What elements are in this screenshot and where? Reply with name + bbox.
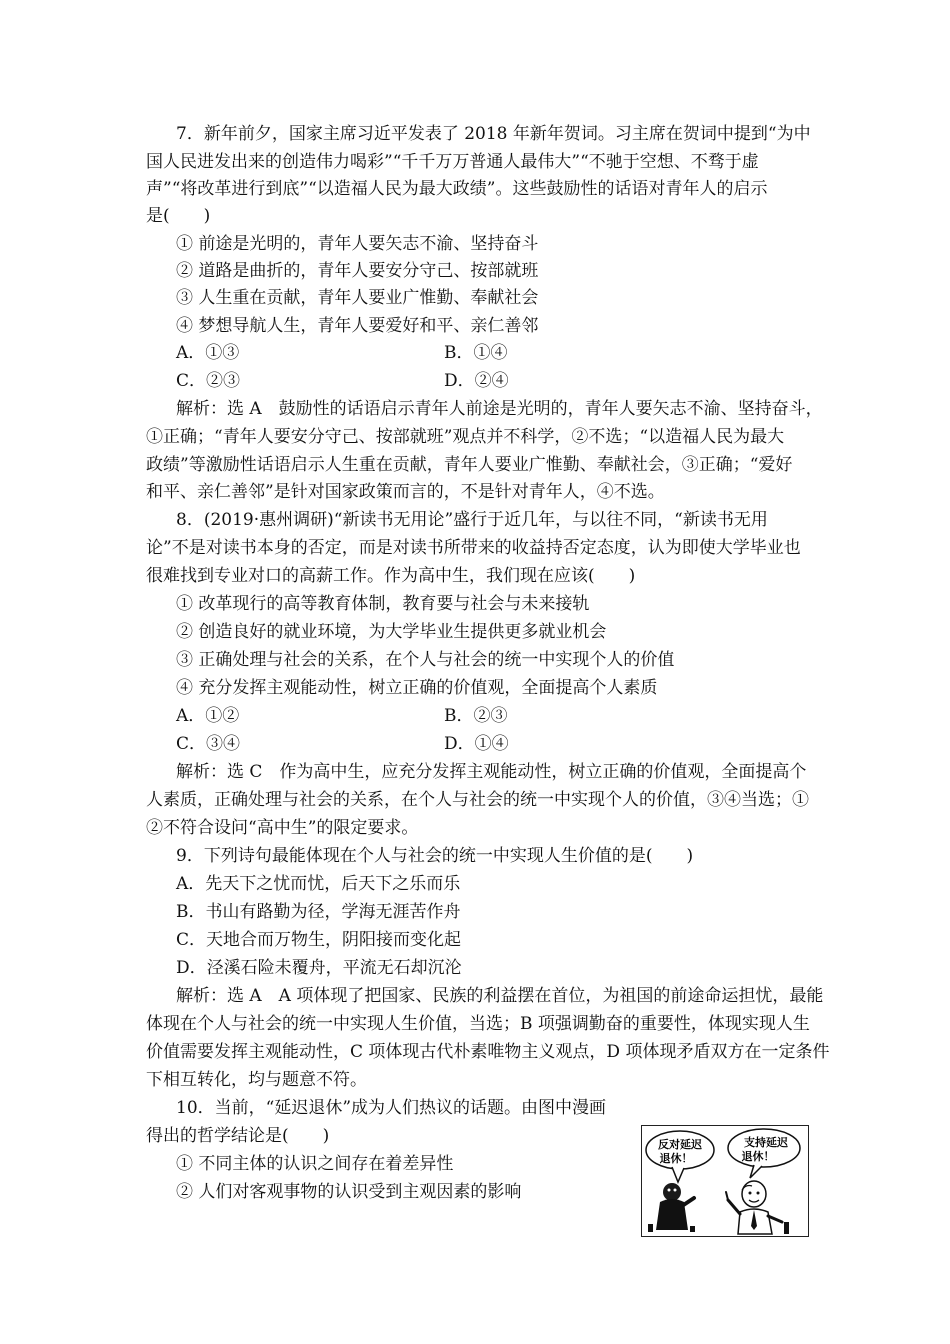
right-speech-bubble	[728, 1129, 800, 1178]
q7-option-c: C．②③	[176, 371, 241, 391]
cartoon-image	[641, 1125, 809, 1237]
q7-analysis-line-4: 和平、亲仁善邻”是针对国家政策而言的，不是针对青年人，④不选。	[146, 482, 665, 502]
q7-item-2: ② 道路是曲折的，青年人要安分守己、按部就班	[176, 261, 539, 281]
q8-option-b: B．②③	[444, 706, 508, 726]
q8-item-2: ② 创造良好的就业环境，为大学毕业生提供更多就业机会	[176, 622, 607, 642]
q7-item-3: ③ 人生重在贡献，青年人要业广惟勤、奉献社会	[176, 288, 539, 308]
q8-item-1: ① 改革现行的高等教育体制，教育要与社会与未来接轨	[176, 594, 590, 614]
left-bubble-line-1: 反对延迟	[658, 1138, 702, 1151]
q7-option-a: A．①③	[176, 343, 240, 363]
q7-analysis-line-3: 政绩”等激励性话语启示人生重在贡献，青年人要业广惟勤、奉献社会，③正确；“爱好	[146, 455, 793, 475]
q8-analysis-line-2: 人素质，正确处理与社会的关系，在个人与社会的统一中实现个人的价值，③④当选；①	[146, 790, 809, 810]
q8-item-3: ③ 正确处理与社会的关系，在个人与社会的统一中实现个人的价值	[176, 650, 675, 670]
q8-analysis-line-3: ②不符合设问“高中生”的限定要求。	[146, 818, 419, 838]
q8-option-c: C．③④	[176, 734, 241, 754]
right-bubble-line-1: 支持延迟	[744, 1136, 788, 1149]
q9-option-d: D．泾溪石险未覆舟，平流无石却沉沦	[176, 958, 462, 978]
q10-item-2: ② 人们对客观事物的认识受到主观因素的影响	[176, 1182, 522, 1202]
q7-item-4: ④ 梦想导航人生，青年人要爱好和平、亲仁善邻	[176, 316, 539, 336]
q7-analysis-line-2: ①正确；“青年人要安分守己、按部就班”观点并不科学，②不选；“以造福人民为最大	[146, 427, 785, 447]
q9-analysis-line-3: 价值需要发挥主观能动性，C 项体现古代朴素唯物主义观点，D 项体现矛盾双方在一定条件	[146, 1042, 830, 1062]
q9-analysis-line-1: 解析：选 A A 项体现了把国家、民族的利益摆在首位，为祖国的前途命运担忧，最能	[176, 986, 824, 1006]
q7-stem-line-4: 是( )	[146, 206, 211, 226]
q8-analysis-line-1: 解析：选 C 作为高中生，应充分发挥主观能动性，树立正确的价值观，全面提高个	[176, 762, 807, 782]
q8-stem-line-3: 很难找到专业对口的高薪工作。作为高中生，我们现在应该( )	[146, 566, 636, 586]
q9-option-b: B．书山有路勤为径，学海无涯苦作舟	[176, 902, 461, 922]
q7-analysis-line-1: 解析：选 A 鼓励性的话语启示青年人前途是光明的，青年人要矢志不渝、坚持奋斗，	[176, 399, 823, 419]
right-cartoon-figure	[726, 1181, 789, 1234]
q8-option-a: A．①②	[176, 706, 240, 726]
q9-option-a: A．先天下之忧而忧，后天下之乐而乐	[176, 874, 461, 894]
q8-stem-line-1: 8．(2019·惠州调研)“新读书无用论”盛行于近几年，与以往不同，“新读书无用	[176, 510, 768, 530]
q9-analysis-line-2: 体现在个人与社会的统一中实现人生价值，当选；B 项强调勤奋的重要性，体现实现人生	[146, 1014, 810, 1034]
q7-stem-line-2: 国人民进发出来的创造伟力喝彩”“千千万万普通人最伟大”“不驰于空想、不骛于虚	[146, 152, 759, 172]
q8-option-d: D．①④	[444, 734, 509, 754]
q7-stem-line-1: 7．新年前夕，国家主席习近平发表了 2018 年新年贺词。习主席在贺词中提到“为中	[176, 124, 811, 144]
q10-stem-line-1: 10．当前，“延迟退休”成为人们热议的话题。由图中漫画	[176, 1098, 607, 1118]
left-speech-bubble	[646, 1131, 714, 1182]
right-bubble-line-2: 退休！	[741, 1150, 775, 1163]
q9-stem-line-1: 9．下列诗句最能体现在个人与社会的统一中实现人生价值的是( )	[176, 846, 694, 866]
q8-stem-line-2: 论”不是对读书本身的否定，而是对读书所带来的收益持否定态度，认为即使大学毕业也	[146, 538, 801, 558]
q7-option-d: D．②④	[444, 371, 509, 391]
q9-analysis-line-4: 下相互转化，均与题意不符。	[146, 1070, 367, 1090]
q10-stem-line-2: 得出的哲学结论是( )	[146, 1126, 330, 1146]
q10-item-1: ① 不同主体的认识之间存在着差异性	[176, 1154, 454, 1174]
left-cartoon-figure	[648, 1183, 695, 1232]
q7-stem-line-3: 声”“将改革进行到底”“以造福人民为最大政绩”。这些鼓励性的话语对青年人的启示	[146, 179, 768, 199]
left-bubble-line-2: 退休！	[659, 1152, 693, 1165]
q9-option-c: C．天地合而万物生，阴阳接而变化起	[176, 930, 462, 950]
q7-option-b: B．①④	[444, 343, 508, 363]
q7-item-1: ① 前途是光明的，青年人要矢志不渝、坚持奋斗	[176, 234, 539, 254]
q8-item-4: ④ 充分发挥主观能动性，树立正确的价值观，全面提高个人素质	[176, 678, 658, 698]
